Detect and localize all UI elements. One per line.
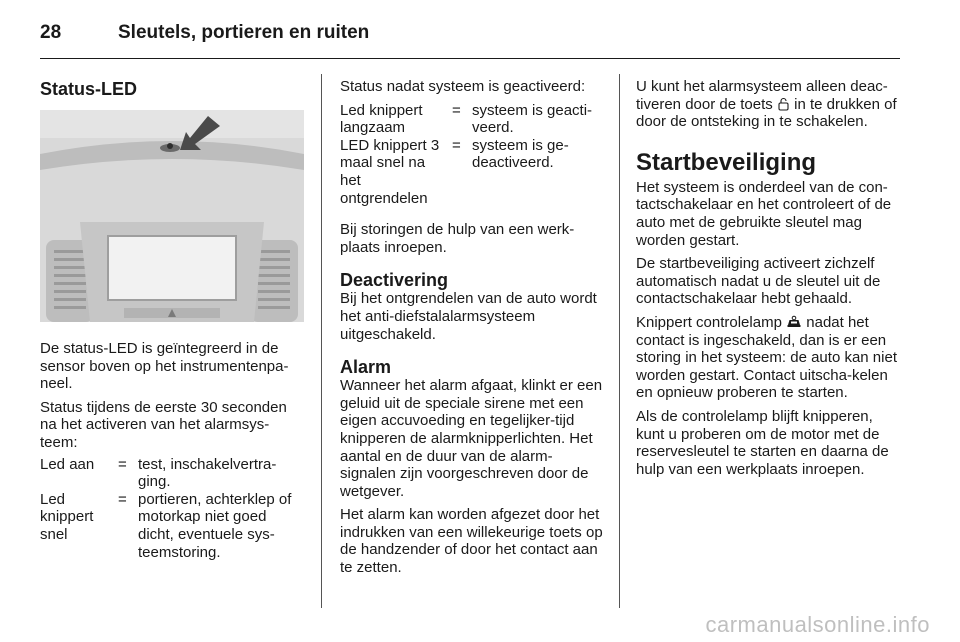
status-table-2	[340, 102, 606, 208]
text-fragment: nadat het contact is ingeschakeld, dan is er een storing in het systeem: de auto kan niet worden gestart. Contact uitscha-kelen en opnieuw proberen te starten.	[636, 313, 897, 402]
dashboard-svg	[40, 110, 304, 322]
page-number: 28	[40, 22, 62, 43]
heading-startbeveiliging: Startbeveiliging	[636, 148, 817, 176]
table-definition: systeem is geacti-veerd.	[472, 101, 593, 137]
paragraph-startbeveiliging-1: Het systeem is onderdeel van de con-tactschakelaar en het controleert of de auto met de gebruikte sleutel mag worden gestart.	[636, 178, 892, 249]
heading-alarm: Alarm	[340, 357, 392, 378]
table-definition: portieren, achterklep of motorkap niet goed dicht, eventuele sys-teemstoring.	[138, 490, 292, 561]
paragraph-alarm-deactivate	[636, 78, 902, 131]
text-fragment: Knippert controlelamp	[636, 313, 782, 331]
table-term: Led knippert langzaam	[340, 101, 423, 137]
page-header	[40, 16, 900, 56]
table-equals: =	[118, 490, 127, 508]
paragraph-alarm-1: Wanneer het alarm afgaat, klinkt er een geluid uit de speciale sirene met een eigen accuvoeding en tegelijker-tijd knipperen de alarmknipperlichten. Het aantal en de duur van de alarm-signalen zijn voorgeschreven door de wetgever.	[340, 377, 603, 500]
watermark: carmanualsonline.info	[705, 612, 930, 637]
heading-status-led: Status-LED	[40, 79, 138, 99]
table-definition: systeem is ge-deactiveerd.	[472, 136, 569, 172]
column-3	[636, 74, 902, 478]
key-fob-unlock-icon	[777, 97, 790, 111]
header-rule	[40, 58, 900, 59]
chapter-title: Sleutels, portieren en ruiten	[118, 22, 370, 43]
column-divider-1	[321, 74, 322, 608]
column-2	[340, 74, 606, 577]
text-fragment: in te drukken of door de ontsteking in te schakelen.	[636, 95, 897, 131]
paragraph-led-location: De status-LED is geïntegreerd in de sensor boven op het instrumentenpa-neel.	[40, 340, 289, 393]
paragraph-status-first-30s: Status tijdens de eerste 30 seconden na het activeren van het alarmsys-teem:	[40, 398, 287, 451]
table-row	[340, 102, 606, 137]
table-row	[340, 137, 606, 207]
table-term: Led aan	[40, 455, 95, 473]
table-row	[40, 456, 306, 491]
table-term: LED knippert 3 maal snel na het ontgrendelen	[340, 136, 440, 207]
table-term: Led knippert snel	[40, 490, 94, 543]
paragraph-startbeveiliging-2: De startbeveiliging activeert zichzelf automatisch nadat u de sleutel uit de contactschakelaar hebt gehaald.	[636, 255, 881, 308]
table-equals: =	[452, 101, 461, 119]
dashboard-illustration	[40, 110, 304, 322]
status-table-1	[40, 456, 306, 562]
column-1	[40, 74, 306, 561]
paragraph-status-activated: Status nadat systeem is geactiveerd:	[340, 78, 586, 95]
paragraph-startbeveiliging-3	[636, 314, 902, 402]
paragraph-storing: Bij storingen de hulp van een werk-plaats inroepen.	[340, 221, 575, 256]
paragraph-deactivering: Bij het ontgrendelen van de auto wordt het anti-diefstalalarmsysteem uitgeschakeld.	[340, 290, 597, 343]
column-divider-2	[619, 74, 620, 608]
table-equals: =	[118, 455, 127, 473]
car-key-lamp-icon	[786, 315, 802, 329]
heading-deactivering: Deactivering	[340, 270, 449, 291]
table-definition: test, inschakelvertra-ging.	[138, 455, 277, 491]
table-equals: =	[452, 136, 461, 154]
text-fragment: U kunt het alarmsysteem alleen deac-tiveren door de toets	[636, 78, 888, 113]
table-row	[40, 491, 306, 561]
paragraph-alarm-2: Het alarm kan worden afgezet door het indrukken van een willekeurige toets op de handzender of door het contact aan te zetten.	[340, 506, 603, 577]
paragraph-startbeveiliging-4: Als de controlelamp blijft knipperen, kunt u proberen om de motor met de reservesleutel te starten en daarna de hulp van een werkplaats inroepen.	[636, 407, 889, 478]
